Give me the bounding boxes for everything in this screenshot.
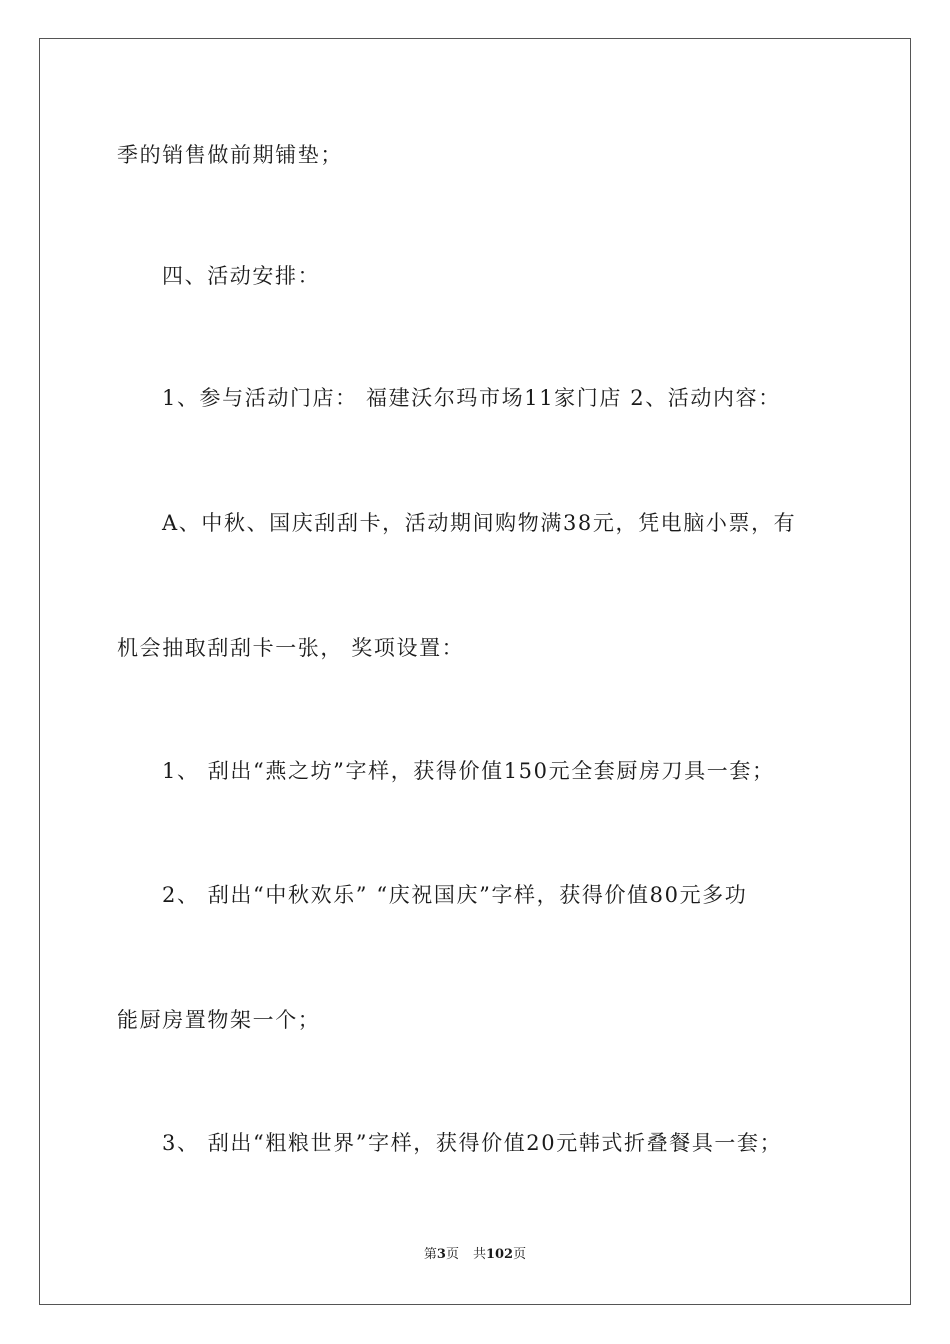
prize-item-1: 1、 刮出“燕之坊”字样，获得价值150元全套厨房刀具一套； (162, 759, 775, 783)
prize-item-3: 3、 刮出“粗粮世界”字样，获得价值20元韩式折叠餐具一套； (162, 1131, 783, 1155)
body-line-1: 季的销售做前期铺垫； (117, 143, 343, 167)
prize-item-2: 2、 刮出“中秋欢乐” “庆祝国庆”字样，获得价值80元多功 (162, 883, 748, 907)
footer-total-pages: 102 (485, 1247, 514, 1262)
page-frame (39, 38, 911, 1305)
footer-total-suffix: 页 (513, 1247, 527, 1262)
footer-total-prefix: 共 (472, 1247, 486, 1262)
body-line-5: 机会抽取刮刮卡一张， 奖项设置： (117, 636, 465, 660)
footer-page-prefix: 第 (423, 1247, 437, 1262)
body-line-4: A、中秋、国庆刮刮卡，活动期间购物满38元，凭电脑小票，有 (162, 511, 797, 535)
footer-page-suffix: 页 (445, 1247, 459, 1262)
page-footer (0, 1247, 950, 1263)
body-line-3: 1、参与活动门店： 福建沃尔玛市场11家门店 2、活动内容： (162, 386, 781, 410)
section-heading: 四、活动安排： (162, 264, 321, 288)
prize-item-2-continued: 能厨房置物架一个； (117, 1008, 321, 1032)
footer-page-number: 3 (436, 1247, 446, 1262)
